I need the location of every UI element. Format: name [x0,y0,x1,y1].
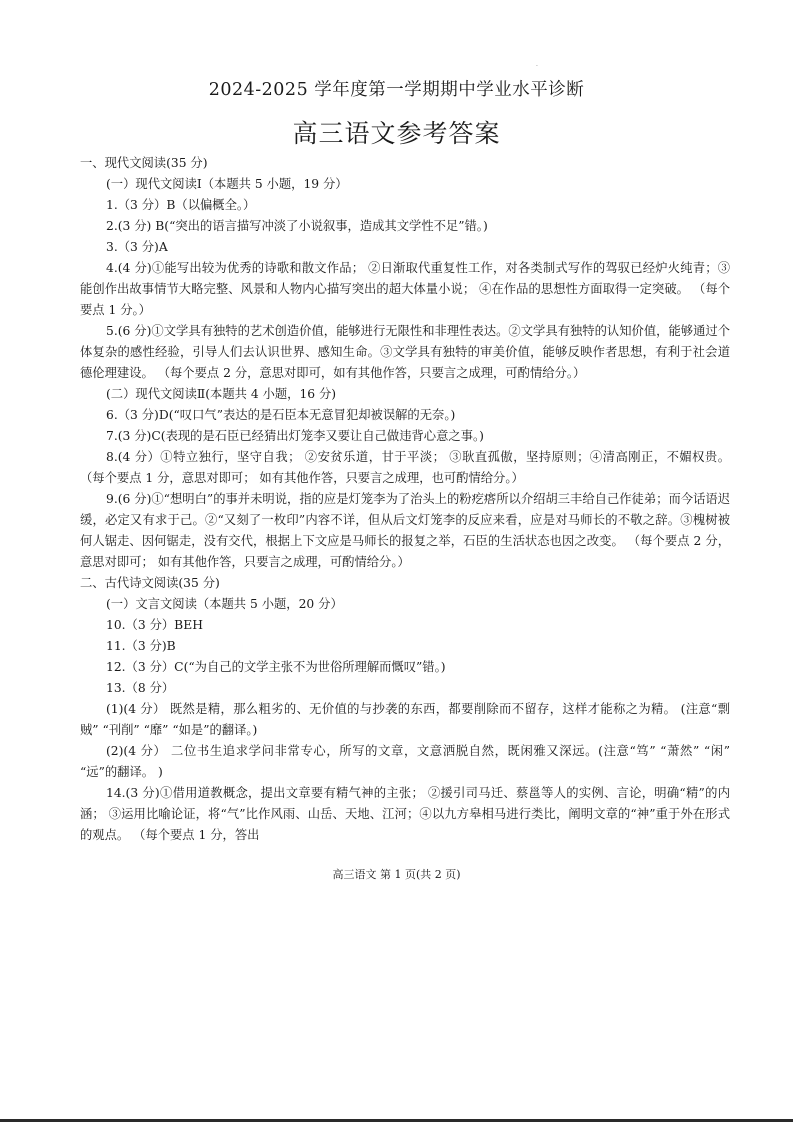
subsection-heading: (二）现代文阅读Ⅱ(本题共 4 小题，16 分) [106,387,337,401]
answer-item: 2.(3 分) B(“突出的语言描写冲淡了小说叙事，造成其文学性不足”错。) [106,219,488,233]
answer-item: 11.（3 分)B [106,639,176,653]
subsection-heading: (一）文言文阅读（本题共 5 小题，20 分） [106,597,343,611]
scan-speck: . [536,61,538,68]
answer-item: 13.（8 分） [106,681,175,695]
page-footer: 高三语文 第 1 页(共 2 页) [332,868,461,881]
answer-item: 8.(4 分）①特立独行，坚守自我； ②安贫乐道，甘于平淡； ③耿直孤傲，坚持原则；④清高刚正，不媚权贵。 （每个要点 1 分，意思对即可； 如有其他作答，只要言之成理，也可酌情给分。） [80,450,730,485]
answer-body [80,153,730,846]
section-heading: 一、现代文阅读(35 分) [80,156,208,170]
answer-item: 1.（3 分）B（以偏概全。） [106,198,256,212]
section-heading: 二、古代诗文阅读(35 分) [80,576,220,590]
answer-item: 5.(6 分)①文学具有独特的艺术创造价值，能够进行无限性和非理性表达。②文学具有独特的认知价值，能够通过个体复杂的感性经验，引导人们去认识世界、感知生命。③文学具有独特的审美价值，能够反映作者思想，有利于社会道德伦理建设。 （每个要点 2 分，意思对即可，如有其他作答，只要言之成理，可酌情给分。） [80,324,730,380]
answer-item: 6.（3 分)D(“叹口气”表达的是石臣本无意冒犯却被误解的无奈。) [106,408,456,422]
answer-item: 9.(6 分)①“想明白”的事并未明说，指的应是灯笼李为了治头上的粉疙瘩所以介绍胡三丰给自己作徒弟；而今话语迟缓，必定又有求于己。②“又刻了一枚印”内容不详，但从后文灯笼李的反应来看，应是对马师长的不敬之辞。③槐树被何人锯走、因何锯走，没有交代，根据上下文应是马师长的报复之举，石臣的生活状态也因之改变。 （每个要点 2 分，意思对即可； 如有其他作答，只要言之成理，可酌情给分。） [80,492,730,569]
answer-item: (1)(4 分） 既然是精，那么粗劣的、无价值的与抄袭的东西，都要削除而不留存，这样才能称之为精。 (注意“剽贼” “刊削” “靡” “如是”的翻译。) [80,702,730,737]
answer-key-title: 高三语文参考答案 [292,119,501,148]
answer-item: 3.（3 分)A [106,240,168,254]
answer-item: (2)(4 分） 二位书生追求学问非常专心，所写的文章，文意洒脱自然，既闲雅又深远。(注意“笃” “萧然” “闲” “远”的翻译。 ) [80,744,730,779]
answer-item: 12.（3 分）C(“为自己的文学主张不为世俗所理解而慨叹”错。) [106,660,446,674]
answer-item: 7.(3 分)C(表现的是石臣已经猜出灯笼李又要让自己做违背心意之事。) [106,429,484,443]
answer-item: 10.（3 分）BEH [106,618,203,632]
subsection-heading: (一）现代文阅读Ⅰ（本题共 5 小题，19 分） [106,177,348,191]
answer-item: 14.(3 分)①借用道教概念，提出文章要有精气神的主张； ②援引司马迁、蔡邕等人的实例、言论，明确“精”的内涵； ③运用比喻论证，将“气”比作风雨、山岳、天地、江河；④以九方皋相马进行类比，阐明文章的“神”重于外在形式的观点。 （每个要点 1 分，答出 [80,786,730,842]
answer-item: 4.(4 分)①能写出较为优秀的诗歌和散文作品； ②日渐取代重复性工作，对各类制式写作的驾驭已经炉火纯青；③能创作出故事情节大略完整、风景和人物内心描写突出的超大体量小说； ④在作品的思想性方面取得一定突破。 （每个要点 1 分。） [80,261,730,317]
exam-title: 2024-2025 学年度第一学期期中学业水平诊断 [208,80,585,100]
